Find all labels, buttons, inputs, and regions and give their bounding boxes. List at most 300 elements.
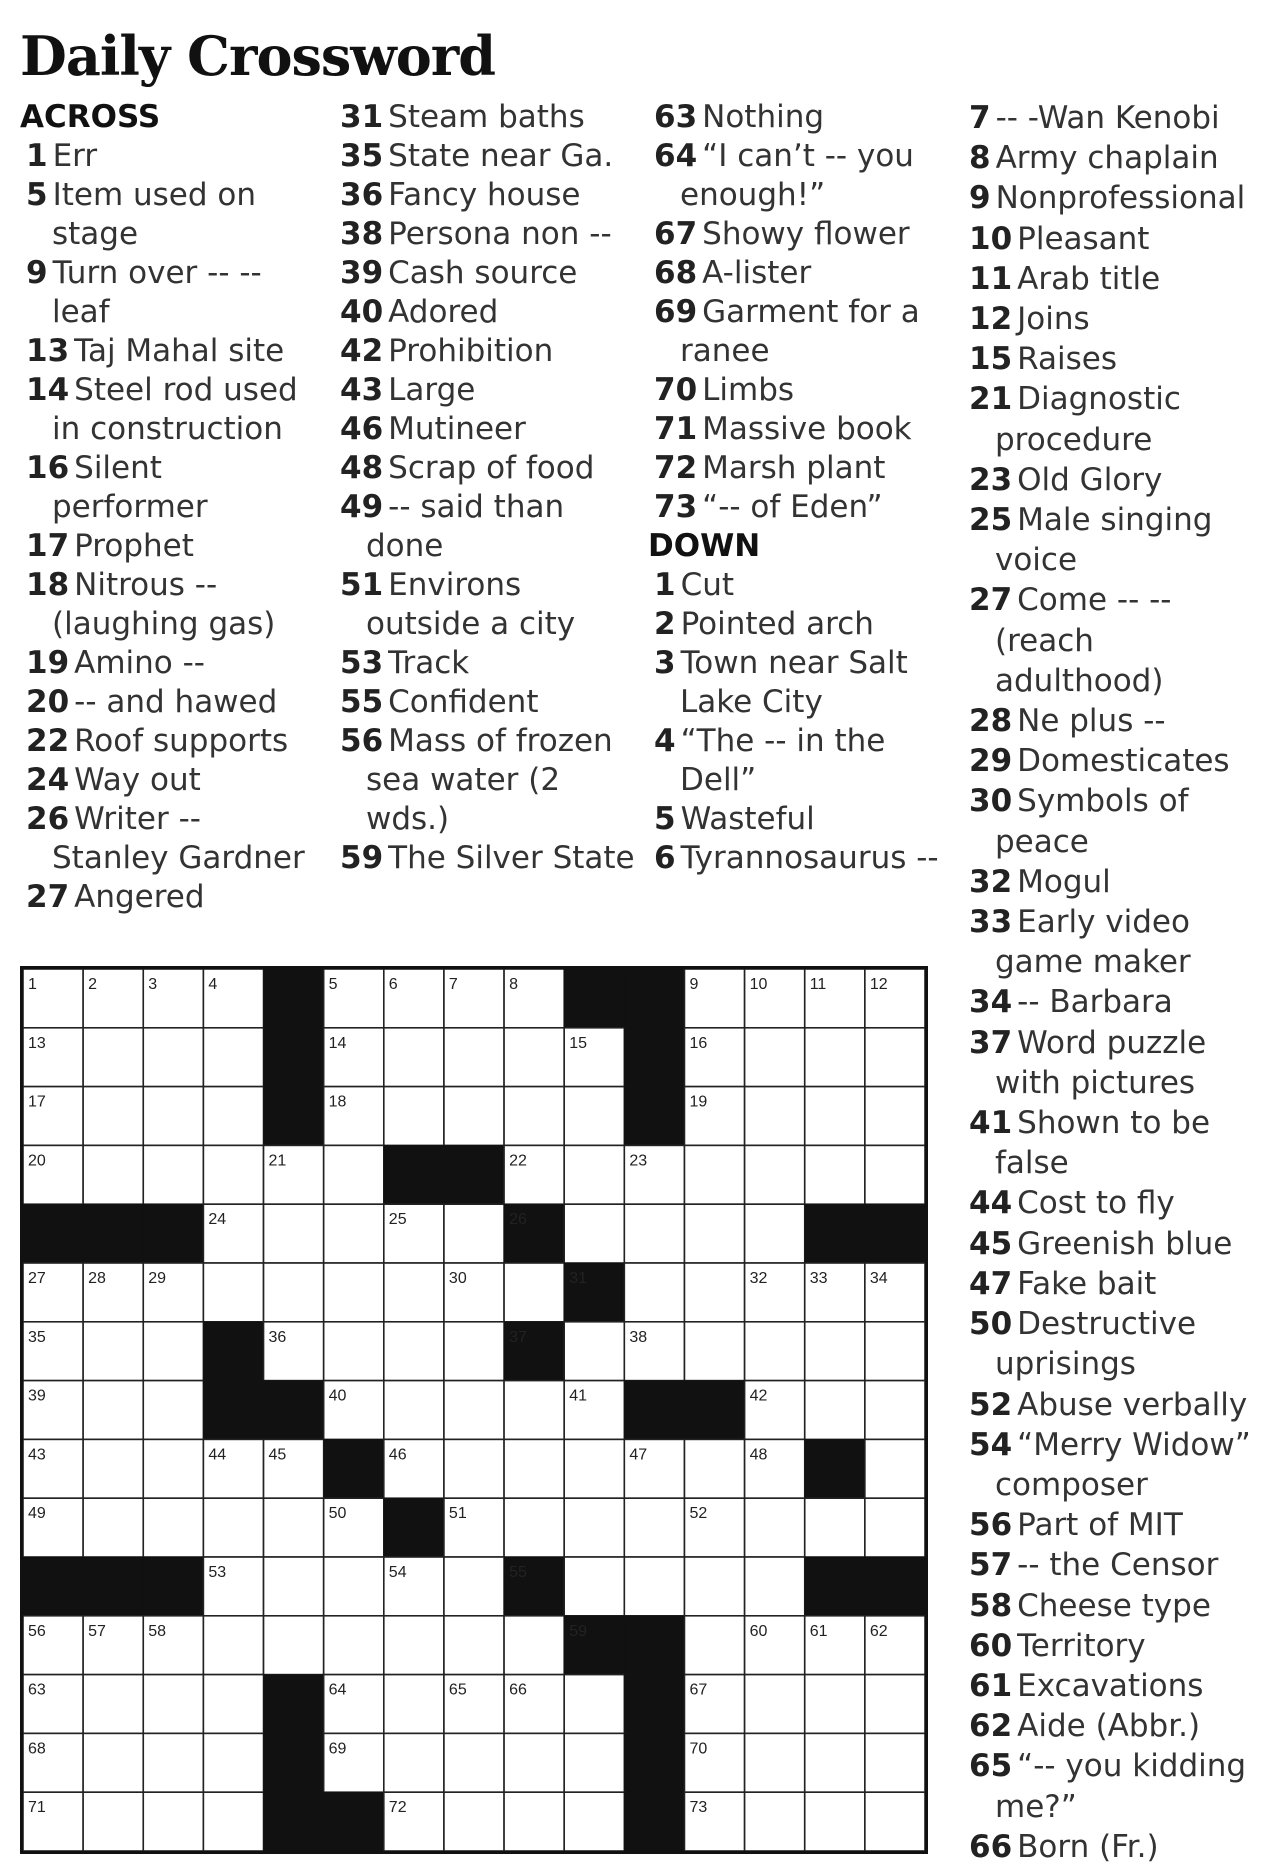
cell-number: 40: [328, 1387, 347, 1405]
answer-cell[interactable]: [745, 1498, 805, 1557]
answer-cell[interactable]: [504, 1381, 564, 1440]
answer-cell[interactable]: [324, 1263, 384, 1322]
answer-cell[interactable]: [805, 1322, 865, 1381]
answer-cell[interactable]: [504, 1498, 564, 1557]
clue-number: 28: [969, 703, 1013, 740]
down-clue-50: [969, 1304, 1269, 1384]
answer-cell[interactable]: [805, 1381, 865, 1440]
clue-text: The Silver State: [388, 840, 635, 876]
across-clue-51: [340, 566, 640, 644]
cell-number: 70: [689, 1740, 708, 1758]
clue-number: 24: [26, 762, 70, 798]
answer-cell[interactable]: [143, 1381, 203, 1440]
answer-cell[interactable]: [444, 1028, 504, 1087]
cell-number: 61: [809, 1622, 828, 1640]
clue-text: Mutineer: [388, 411, 526, 447]
cell-number: 49: [28, 1505, 46, 1523]
cell-number: 27: [28, 1270, 46, 1287]
answer-cell[interactable]: [624, 1498, 684, 1557]
answer-cell[interactable]: [203, 1616, 263, 1675]
clue-number: 60: [969, 1627, 1013, 1664]
clue-number: 1: [26, 138, 48, 174]
down-clue-56: [969, 1505, 1269, 1545]
down-clue-29: [969, 741, 1269, 781]
down-clue-32: [969, 862, 1269, 902]
answer-cell[interactable]: [684, 1145, 744, 1204]
answer-cell[interactable]: [564, 1087, 624, 1146]
cell-number: 4: [208, 976, 218, 993]
clue-number: 2: [654, 606, 676, 642]
answer-cell[interactable]: [384, 1675, 444, 1734]
cell-number: 39: [28, 1387, 46, 1405]
clue-text: Territory: [1017, 1627, 1146, 1664]
clue-number: 53: [340, 645, 384, 681]
answer-cell[interactable]: [865, 1675, 925, 1734]
black-square: [23, 1204, 83, 1263]
clue-number: 26: [26, 801, 70, 837]
clue-number: 58: [969, 1587, 1013, 1624]
answer-cell[interactable]: [203, 1792, 263, 1851]
answer-cell[interactable]: [504, 1792, 564, 1851]
answer-cell[interactable]: [203, 1028, 263, 1087]
black-square: [264, 1792, 324, 1851]
answer-cell[interactable]: [444, 1439, 504, 1498]
clue-text: Wasteful: [680, 801, 815, 837]
across-clue-17: [26, 527, 326, 566]
answer-cell[interactable]: [143, 1675, 203, 1734]
answer-cell[interactable]: [203, 1733, 263, 1792]
clue-number: 44: [969, 1185, 1013, 1222]
clue-number: 11: [969, 260, 1013, 297]
cell-number: 17: [28, 1093, 46, 1111]
answer-cell[interactable]: [564, 1792, 624, 1851]
down-clue-52: [969, 1385, 1269, 1425]
clue-number: 10: [969, 220, 1013, 257]
clue-number: 1: [654, 567, 676, 603]
clue-text: “Merry Widow” composer: [995, 1426, 1251, 1503]
answer-cell[interactable]: [264, 1498, 324, 1557]
answer-cell[interactable]: [444, 1616, 504, 1675]
answer-cell[interactable]: [564, 1733, 624, 1792]
clue-number: 62: [969, 1708, 1013, 1745]
answer-cell[interactable]: [745, 1322, 805, 1381]
answer-cell[interactable]: [865, 1792, 925, 1851]
clue-number: 13: [26, 333, 70, 369]
cell-number: 38: [629, 1328, 648, 1346]
answer-cell[interactable]: [324, 1204, 384, 1263]
clue-number: 7: [969, 100, 991, 136]
down-clue-45: [969, 1224, 1269, 1264]
answer-cell[interactable]: [83, 1792, 143, 1851]
clue-number: 42: [340, 333, 384, 369]
cell-number: 19: [689, 1093, 708, 1111]
clue-number: 31: [340, 99, 384, 135]
cell-number: 67: [689, 1681, 708, 1699]
answer-cell[interactable]: [444, 1381, 504, 1440]
across-clue-46: [340, 410, 640, 449]
clue-text: Army chaplain: [995, 140, 1219, 177]
cell-number: 18: [328, 1093, 347, 1111]
answer-cell[interactable]: [504, 1439, 564, 1498]
clue-number: 9: [26, 255, 48, 291]
answer-cell[interactable]: [745, 1087, 805, 1146]
answer-cell[interactable]: [684, 1557, 744, 1616]
clue-number: 34: [969, 984, 1013, 1021]
clue-number: 72: [654, 450, 698, 486]
across-clue-55: [340, 683, 640, 722]
down-clue-37: [969, 1023, 1269, 1103]
clue-text: “I can’t -- you enough!”: [680, 138, 914, 213]
answer-cell[interactable]: [564, 1498, 624, 1557]
answer-cell[interactable]: [745, 1675, 805, 1734]
cell-number: 57: [88, 1622, 106, 1640]
black-square: [624, 1028, 684, 1087]
answer-cell[interactable]: [203, 1675, 263, 1734]
across-clue-43: [340, 371, 640, 410]
answer-cell[interactable]: [564, 1675, 624, 1734]
cell-number: 43: [28, 1446, 46, 1464]
answer-cell[interactable]: [264, 1616, 324, 1675]
cell-number: 22: [509, 1152, 527, 1170]
clue-number: 22: [26, 723, 70, 759]
clue-text: State near Ga.: [388, 138, 614, 174]
clue-text: Joins: [1017, 301, 1090, 338]
cell-number: 9: [689, 976, 699, 993]
clue-number: 51: [340, 567, 384, 603]
down-clue-41: [969, 1103, 1269, 1183]
clue-number: 29: [969, 743, 1013, 780]
clue-text: Symbols of peace: [995, 783, 1189, 860]
across-clue-68: [654, 254, 954, 293]
answer-cell[interactable]: [624, 1263, 684, 1322]
clue-text: Marsh plant: [702, 450, 886, 486]
answer-cell[interactable]: [444, 1792, 504, 1851]
clue-text: Nonprofessional: [995, 180, 1246, 217]
answer-cell[interactable]: [143, 1087, 203, 1146]
answer-cell[interactable]: [805, 1145, 865, 1204]
answer-cell[interactable]: [684, 1322, 744, 1381]
clue-text: Aide (Abbr.): [1017, 1708, 1201, 1745]
answer-cell[interactable]: [865, 1733, 925, 1792]
answer-cell[interactable]: [504, 1733, 564, 1792]
answer-cell[interactable]: [504, 1028, 564, 1087]
answer-cell[interactable]: [203, 1263, 263, 1322]
answer-cell[interactable]: [624, 1204, 684, 1263]
answer-cell[interactable]: [444, 1733, 504, 1792]
answer-cell[interactable]: [324, 1616, 384, 1675]
down-clue-10: [969, 219, 1269, 259]
clue-text: Garment for a ranee: [680, 294, 920, 369]
clue-text: Amino --: [74, 645, 205, 681]
clue-text: Nitrous -- (laughing gas): [52, 567, 276, 642]
answer-cell[interactable]: [83, 1439, 143, 1498]
clue-text: Word puzzle with pictures: [995, 1024, 1207, 1101]
across-clue-36: [340, 176, 640, 215]
answer-cell[interactable]: [143, 1792, 203, 1851]
across-clue-53: [340, 644, 640, 683]
clue-text: Shown to be false: [995, 1105, 1211, 1182]
answer-cell[interactable]: [83, 1675, 143, 1734]
answer-cell[interactable]: [684, 1204, 744, 1263]
answer-cell[interactable]: [83, 1145, 143, 1204]
answer-cell[interactable]: [805, 1028, 865, 1087]
cell-number: 6: [388, 976, 398, 993]
answer-cell[interactable]: [264, 1263, 324, 1322]
answer-cell[interactable]: [83, 1381, 143, 1440]
answer-cell[interactable]: [384, 1028, 444, 1087]
clue-text: -- said than done: [366, 489, 565, 564]
clue-number: 18: [26, 567, 70, 603]
answer-cell[interactable]: [143, 1733, 203, 1792]
down-clue-30: [969, 781, 1269, 861]
answer-cell[interactable]: [143, 1028, 203, 1087]
answer-cell[interactable]: [865, 1381, 925, 1440]
cell-number: 29: [148, 1270, 167, 1287]
across-clue-42: [340, 332, 640, 371]
answer-cell[interactable]: [504, 1087, 564, 1146]
answer-cell[interactable]: [384, 1322, 444, 1381]
answer-cell[interactable]: [83, 1322, 143, 1381]
answer-cell[interactable]: [684, 1263, 744, 1322]
across-clue-67: [654, 215, 954, 254]
cell-number: 44: [208, 1446, 227, 1464]
clue-column-4: [969, 98, 1269, 1867]
across-clue-27: [26, 878, 326, 917]
clue-number: 48: [340, 450, 384, 486]
black-square: [324, 1792, 384, 1851]
cell-number: 68: [28, 1740, 46, 1758]
grid-canvas: [23, 969, 925, 1851]
cell-number: 37: [509, 1328, 527, 1346]
answer-cell[interactable]: [83, 1733, 143, 1792]
clue-text: Abuse verbally: [1017, 1386, 1248, 1423]
clue-number: 43: [340, 372, 384, 408]
clue-number: 65: [969, 1748, 1013, 1785]
answer-cell[interactable]: [324, 1322, 384, 1381]
black-square: [384, 1498, 444, 1557]
clue-text: Silent performer: [52, 450, 208, 525]
across-clue-70: [654, 371, 954, 410]
answer-cell[interactable]: [384, 1381, 444, 1440]
cell-number: 13: [28, 1034, 46, 1052]
down-clue-list: [969, 98, 1269, 1867]
black-square: [564, 969, 624, 1028]
answer-cell[interactable]: [805, 1498, 865, 1557]
clue-text: Large: [388, 372, 476, 408]
cell-number: 31: [569, 1270, 587, 1287]
answer-cell[interactable]: [384, 1616, 444, 1675]
clue-number: 50: [969, 1306, 1013, 1343]
clue-text: Excavations: [1017, 1667, 1204, 1704]
answer-cell[interactable]: [745, 1557, 805, 1616]
clue-number: 66: [969, 1828, 1013, 1865]
answer-cell[interactable]: [143, 1498, 203, 1557]
down-clue-61: [969, 1666, 1269, 1706]
black-square: [264, 1381, 324, 1440]
cell-number: 50: [328, 1505, 347, 1523]
answer-cell[interactable]: [384, 1263, 444, 1322]
answer-cell[interactable]: [805, 1733, 865, 1792]
answer-cell[interactable]: [745, 1204, 805, 1263]
across-clue-63: [654, 98, 954, 137]
answer-cell[interactable]: [444, 1322, 504, 1381]
cell-number: 45: [268, 1446, 287, 1464]
answer-cell[interactable]: [203, 1145, 263, 1204]
across-clue-72: [654, 449, 954, 488]
across-clue-13: [26, 332, 326, 371]
cell-number: 65: [448, 1681, 467, 1699]
black-square: [624, 1381, 684, 1440]
answer-cell[interactable]: [324, 1145, 384, 1204]
answer-cell[interactable]: [504, 1616, 564, 1675]
clue-number: 30: [969, 783, 1013, 820]
down-clue-66: [969, 1827, 1269, 1867]
answer-cell[interactable]: [384, 1087, 444, 1146]
clue-text: -- Barbara: [1017, 984, 1173, 1021]
answer-cell[interactable]: [865, 1322, 925, 1381]
clue-number: 20: [26, 684, 70, 720]
answer-cell[interactable]: [865, 1028, 925, 1087]
answer-cell[interactable]: [264, 1204, 324, 1263]
answer-cell[interactable]: [624, 1557, 684, 1616]
answer-cell[interactable]: [805, 1675, 865, 1734]
across-clue-49: [340, 488, 640, 566]
clue-number: 68: [654, 255, 698, 291]
answer-cell[interactable]: [143, 1145, 203, 1204]
clue-number: 40: [340, 294, 384, 330]
cell-number: 7: [448, 976, 458, 993]
clue-number: 56: [340, 723, 384, 759]
clue-text: Pleasant: [1017, 220, 1150, 257]
answer-cell[interactable]: [83, 1028, 143, 1087]
black-square: [203, 1322, 263, 1381]
cell-number: 63: [28, 1681, 46, 1699]
down-clue-12: [969, 299, 1269, 339]
down-clue-58: [969, 1586, 1269, 1626]
cell-number: 35: [28, 1328, 46, 1346]
down-clue-25: [969, 500, 1269, 580]
answer-cell[interactable]: [564, 1557, 624, 1616]
across-clue-14: [26, 371, 326, 449]
cell-number: 12: [869, 976, 888, 993]
clue-number: 27: [969, 582, 1013, 619]
cell-number: 33: [809, 1270, 828, 1287]
clue-text: Fancy house: [388, 177, 581, 213]
answer-cell[interactable]: [83, 1087, 143, 1146]
black-square: [624, 1087, 684, 1146]
answer-cell[interactable]: [264, 1557, 324, 1616]
answer-cell[interactable]: [83, 1498, 143, 1557]
answer-cell[interactable]: [564, 1145, 624, 1204]
clue-number: 55: [340, 684, 384, 720]
clue-text: Destructive uprisings: [995, 1306, 1197, 1383]
cell-number: 51: [448, 1505, 467, 1523]
across-clue-26: [26, 800, 326, 878]
answer-cell[interactable]: [143, 1439, 203, 1498]
answer-cell[interactable]: [143, 1322, 203, 1381]
cell-number: 1: [28, 976, 37, 993]
cell-number: 24: [208, 1211, 227, 1229]
answer-cell[interactable]: [745, 1733, 805, 1792]
cell-number: 15: [569, 1034, 587, 1052]
cell-number: 42: [749, 1387, 768, 1405]
black-square: [624, 1675, 684, 1734]
across-clue-19: [26, 644, 326, 683]
answer-cell[interactable]: [564, 1322, 624, 1381]
answer-cell[interactable]: [203, 1498, 263, 1557]
clue-text: Adored: [388, 294, 499, 330]
cell-number: 46: [388, 1446, 407, 1464]
black-square: [684, 1381, 744, 1440]
answer-cell[interactable]: [684, 1439, 744, 1498]
clue-text: Old Glory: [1017, 461, 1163, 498]
clue-number: 36: [340, 177, 384, 213]
clue-text: Male singing voice: [995, 502, 1213, 579]
answer-cell[interactable]: [203, 1087, 263, 1146]
cell-number: 60: [749, 1622, 768, 1640]
across-clue-list: [26, 137, 326, 917]
answer-cell[interactable]: [504, 1263, 564, 1322]
clue-text: Domesticates: [1017, 743, 1230, 780]
down-clue-7: [969, 98, 1269, 138]
answer-cell[interactable]: [444, 1087, 504, 1146]
answer-cell[interactable]: [805, 1087, 865, 1146]
answer-cell[interactable]: [745, 1792, 805, 1851]
clue-text: “-- you kidding me?”: [995, 1748, 1247, 1825]
down-clue-23: [969, 460, 1269, 500]
answer-cell[interactable]: [745, 1028, 805, 1087]
clue-text: Cut: [680, 567, 735, 603]
clue-number: 5: [654, 801, 676, 837]
down-clue-33: [969, 902, 1269, 982]
cell-number: 71: [28, 1799, 46, 1817]
answer-cell[interactable]: [865, 1087, 925, 1146]
answer-cell[interactable]: [865, 1145, 925, 1204]
clue-text: Town near Salt Lake City: [680, 645, 908, 720]
cell-number: 20: [28, 1152, 46, 1170]
answer-cell[interactable]: [865, 1498, 925, 1557]
clue-number: 45: [969, 1225, 1013, 1262]
answer-cell[interactable]: [564, 1439, 624, 1498]
clue-text: Mass of frozen sea water (2 wds.): [366, 723, 613, 837]
clue-number: 70: [654, 372, 698, 408]
answer-cell[interactable]: [324, 1557, 384, 1616]
cell-number: 69: [328, 1740, 347, 1758]
clue-text: Showy flower: [702, 216, 910, 252]
clue-number: 57: [969, 1547, 1013, 1584]
cell-number: 64: [328, 1681, 347, 1699]
answer-cell[interactable]: [444, 1557, 504, 1616]
cell-number: 48: [749, 1446, 768, 1464]
answer-cell[interactable]: [444, 1204, 504, 1263]
clue-text: Writer -- Stanley Gardner: [52, 801, 305, 876]
answer-cell[interactable]: [745, 1145, 805, 1204]
cell-number: 28: [88, 1270, 106, 1287]
clue-number: 32: [969, 863, 1013, 900]
answer-cell[interactable]: [865, 1439, 925, 1498]
down-heading: DOWN: [648, 528, 761, 564]
answer-cell[interactable]: [805, 1792, 865, 1851]
clue-text: -- -Wan Kenobi: [995, 100, 1220, 136]
clue-text: Steam baths: [388, 99, 585, 135]
black-square: [624, 1733, 684, 1792]
answer-cell[interactable]: [564, 1204, 624, 1263]
clue-text: -- and hawed: [74, 684, 278, 720]
answer-cell[interactable]: [384, 1733, 444, 1792]
black-square: [384, 1145, 444, 1204]
clue-text: “-- of Eden”: [702, 489, 883, 525]
answer-cell[interactable]: [684, 1616, 744, 1675]
